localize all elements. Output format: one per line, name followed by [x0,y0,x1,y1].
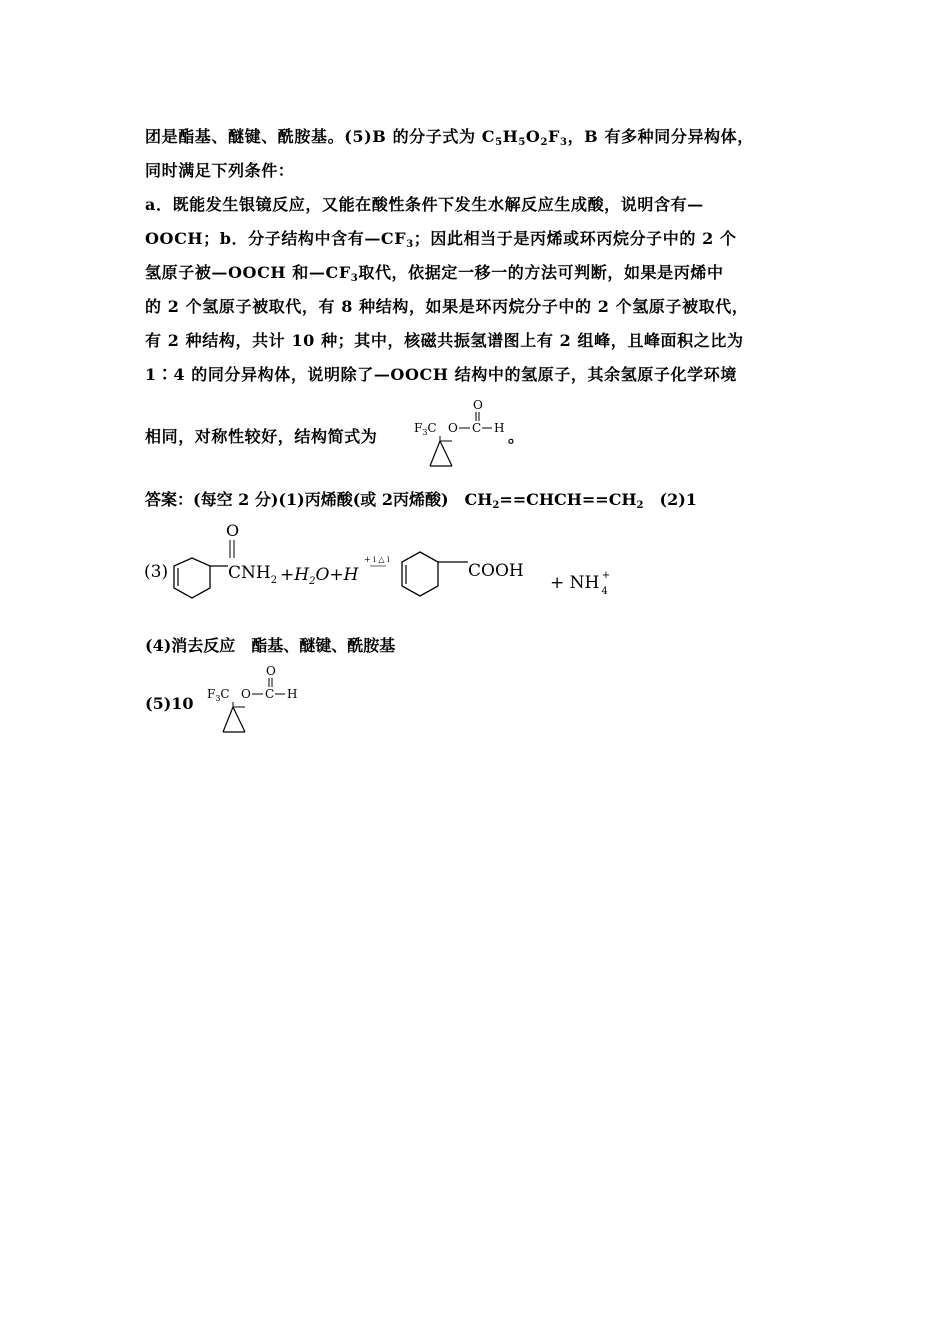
explanation-line-9-end: 。 [508,427,525,446]
answer-5-ester-oxygen-label: O [241,687,251,701]
carbonyl-oxygen-label: O [473,398,483,412]
answer-5-structure [203,662,303,738]
answer-line-4: (4)消去反应 酯基、醚键、酰胺基 [145,636,396,655]
explanation-line-7: 有 2 种结构，共计 10 种；其中，核磁共振氢谱图上有 2 组峰，且峰面积之比为 [145,331,744,350]
cyclohexene-ring-reactant [174,558,210,598]
answer-5-formyl-hydrogen-label: H [287,687,298,701]
explanation-line-3: a．既能发生银镜反应，又能在酸性条件下发生水解反应生成酸，说明含有— [145,195,704,214]
explanation-line-5: 氢原子被—OOCH 和$—CF_3$取代，依据定一移一的方法可判断，如果是丙烯中 [145,263,724,284]
reaction-3-equation [140,520,620,610]
explanation-line-2: 同时满足下列条件： [145,161,295,180]
explanation-paragraph [145,120,817,392]
cyclohexene-ring-product [402,552,438,596]
explanation-line-1: 团是酯基、醚键、酰胺基。(5)B 的分子式为 $C_5H_5O_2F_3$，B 有多种同分异构体， [145,127,754,148]
explanation-line-9: 相同，对称性较好，结构简式为 [145,427,378,446]
formyl-hydrogen-label: H [494,421,505,435]
carboxyl-group-label: COOH [468,561,524,581]
water-reagent-label: $+H_2O+H$ [280,565,359,587]
carbonyl-carbon-label: C [472,421,482,435]
answer-5-carbonyl-oxygen-label: O [266,664,276,678]
explanation-line-8: 1∶4 的同分异构体，说明除了—OOCH 结构中的氢原子，其余氢原子化学环境 [145,365,737,384]
answer-5-carbonyl-carbon-label: C [265,687,275,701]
ammonium-ion-label: + NH $_4$+ [550,570,611,597]
f3c-label: $F_3C$ [414,421,437,437]
answer-3-label: (3) [144,562,169,582]
amide-group-label: $CNH_2$ [228,563,278,586]
explanation-line-6: 的 2 个氢原子被取代，有 8 种结构，如果是环丙烷分子中的 2 个氢原子被取代， [145,297,749,316]
ester-oxygen-label: O [448,421,458,435]
answer-line-1: 答案：(每空 2 分)(1)丙烯酸(或 2丙烯酸) $CH_2==CHCH==CH_2$ (2)1 [145,490,697,511]
answer-line-5: (5)10 [145,694,194,713]
cf3-cyclopropyl-formate-structure [410,396,510,472]
answer-5-f3c-label: $F_3C$ [207,687,230,703]
reaction-condition-label: + i △ i [364,555,390,564]
amide-oxygen-label: O [226,521,240,540]
explanation-line-4: OOCH；b．分子结构中含有$—CF_3$；因此相当于是丙烯或环丙烷分子中的 2 个 [145,229,737,250]
